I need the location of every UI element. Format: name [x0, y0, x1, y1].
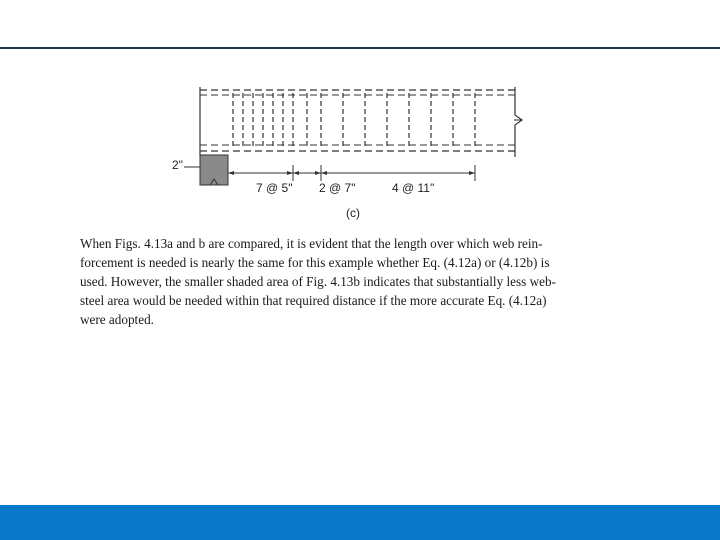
- spacing-label-1: 7 @ 5": [256, 181, 293, 195]
- paragraph-line: When Figs. 4.13a and b are compared, it is evident that the length over which web rein-: [80, 236, 543, 251]
- paragraph-line: were adopted.: [80, 312, 154, 327]
- header-rule: [0, 47, 720, 49]
- beam-stirrup-figure: [170, 85, 530, 225]
- paragraph-line: forcement is needed is nearly the same for this example whether Eq. (4.12a) or (4.12b) is: [80, 255, 550, 270]
- support-block: [200, 155, 228, 185]
- stirrups-group-1: [233, 93, 293, 149]
- beam-elevation-drawing: [170, 85, 530, 225]
- cover-dimension-label: 2": [172, 158, 183, 172]
- spacing-label-2: 2 @ 7": [319, 181, 356, 195]
- paragraph-line: steel area would be needed within that required distance if the more accurate Eq. (4.12a): [80, 293, 547, 308]
- footer-bar: [0, 505, 720, 540]
- break-line: [515, 87, 522, 157]
- body-paragraph: [80, 234, 698, 329]
- stirrups-group-2: [307, 93, 321, 149]
- paragraph-line: used. However, the smaller shaded area of Fig. 4.13b indicates that substantially less web-: [80, 274, 556, 289]
- figure-caption: (c): [346, 206, 360, 220]
- spacing-label-3: 4 @ 11": [392, 181, 435, 195]
- stirrups-group-3: [343, 93, 475, 149]
